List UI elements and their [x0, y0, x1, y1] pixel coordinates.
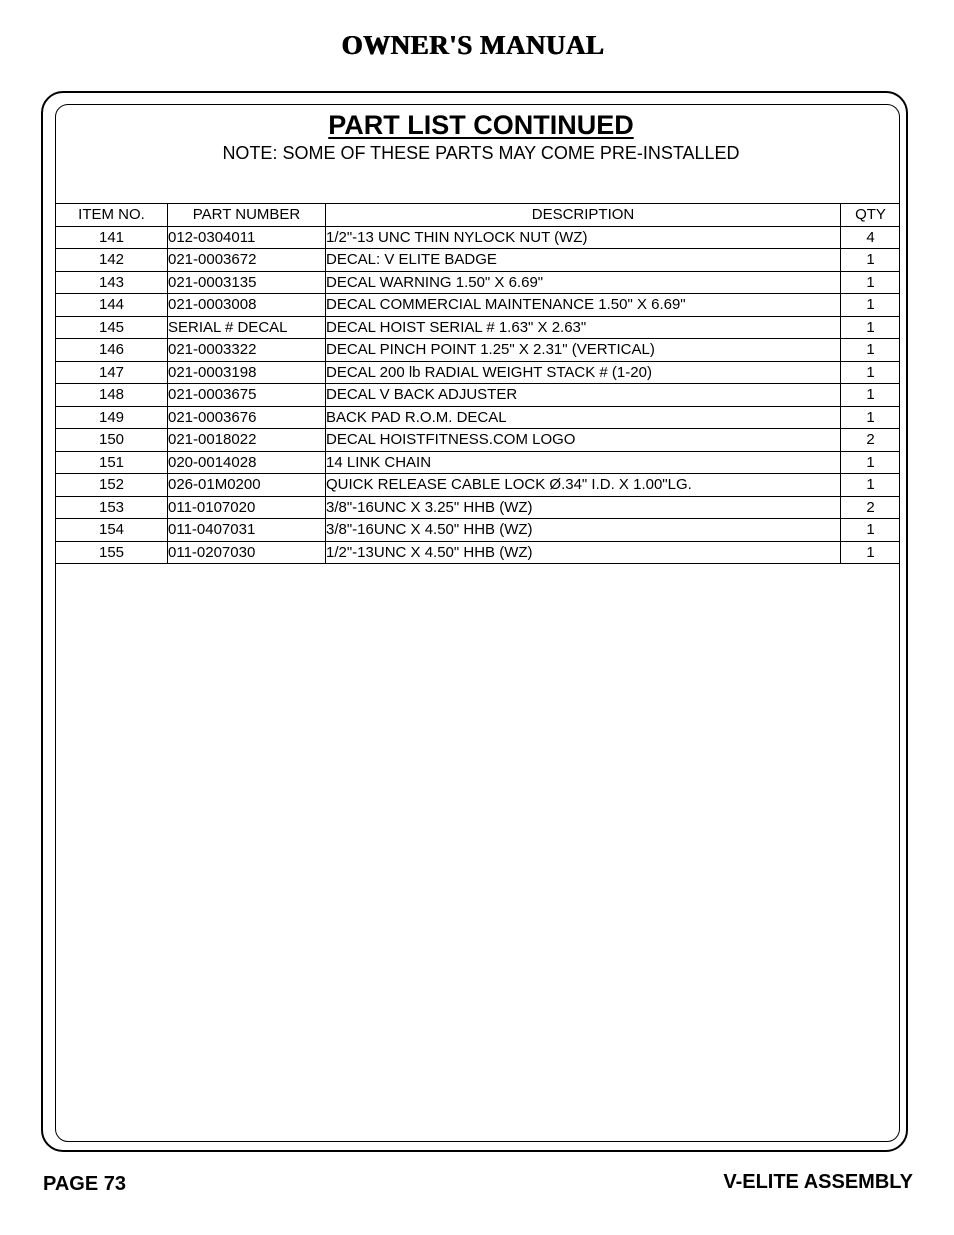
qty-cell: 1 — [841, 519, 901, 542]
description-cell: DECAL 200 lb RADIAL WEIGHT STACK # (1-20) — [326, 361, 841, 384]
table-row — [56, 519, 900, 542]
qty-cell: 1 — [841, 339, 901, 362]
item-no-cell: 155 — [56, 541, 168, 564]
qty-cell: 1 — [841, 384, 901, 407]
item-no-cell: 154 — [56, 519, 168, 542]
part-number-cell: 026-01M0200 — [168, 474, 326, 497]
item-no-cell: 146 — [56, 339, 168, 362]
item-no-cell: 152 — [56, 474, 168, 497]
part-number-cell: 011-0407031 — [168, 519, 326, 542]
qty-cell: 1 — [841, 249, 901, 272]
part-number-cell: 021-0003135 — [168, 271, 326, 294]
table-row — [56, 226, 900, 249]
column-header-item-no: ITEM NO. — [56, 204, 168, 227]
description-cell: 3/8"-16UNC X 3.25" HHB (WZ) — [326, 496, 841, 519]
part-list-note: NOTE: SOME OF THESE PARTS MAY COME PRE-INSTALLED — [222, 143, 740, 163]
table-row — [56, 271, 900, 294]
item-no-cell: 143 — [56, 271, 168, 294]
column-header-description: DESCRIPTION — [326, 204, 841, 227]
item-no-cell: 149 — [56, 406, 168, 429]
part-number-cell: 021-0003198 — [168, 361, 326, 384]
qty-cell: 1 — [841, 271, 901, 294]
item-no-cell: 150 — [56, 429, 168, 452]
description-cell: BACK PAD R.O.M. DECAL — [326, 406, 841, 429]
part-list-title: PART LIST CONTINUED — [328, 110, 634, 140]
part-number-cell: 021-0003675 — [168, 384, 326, 407]
item-no-cell: 142 — [56, 249, 168, 272]
manual-title: OWNER'S MANUAL — [341, 30, 605, 60]
description-cell: QUICK RELEASE CABLE LOCK Ø.34" I.D. X 1.00"LG. — [326, 474, 841, 497]
item-no-cell: 148 — [56, 384, 168, 407]
table-row — [56, 451, 900, 474]
part-number-cell: SERIAL # DECAL — [168, 316, 326, 339]
qty-cell: 2 — [841, 496, 901, 519]
part-number-cell: 021-0003676 — [168, 406, 326, 429]
part-number-cell: 021-0018022 — [168, 429, 326, 452]
table-row — [56, 384, 900, 407]
item-no-cell: 144 — [56, 294, 168, 317]
table-row — [56, 316, 900, 339]
column-header-part-number: PART NUMBER — [168, 204, 326, 227]
item-no-cell: 153 — [56, 496, 168, 519]
table-row — [56, 496, 900, 519]
table-row — [56, 541, 900, 564]
description-cell: DECAL HOIST SERIAL # 1.63" X 2.63" — [326, 316, 841, 339]
column-header-qty: QTY — [841, 204, 901, 227]
description-cell: 1/2"-13UNC X 4.50" HHB (WZ) — [326, 541, 841, 564]
description-cell: DECAL HOISTFITNESS.COM LOGO — [326, 429, 841, 452]
part-number-cell: 012-0304011 — [168, 226, 326, 249]
table-row — [56, 406, 900, 429]
qty-cell: 1 — [841, 541, 901, 564]
item-no-cell: 145 — [56, 316, 168, 339]
qty-cell: 1 — [841, 316, 901, 339]
description-cell: 3/8"-16UNC X 4.50" HHB (WZ) — [326, 519, 841, 542]
qty-cell: 1 — [841, 451, 901, 474]
description-cell: DECAL V BACK ADJUSTER — [326, 384, 841, 407]
item-no-cell: 151 — [56, 451, 168, 474]
table-row — [56, 429, 900, 452]
parts-table — [56, 203, 900, 564]
item-no-cell: 147 — [56, 361, 168, 384]
qty-cell: 1 — [841, 474, 901, 497]
description-cell: DECAL WARNING 1.50" X 6.69" — [326, 271, 841, 294]
part-number-cell: 021-0003322 — [168, 339, 326, 362]
page-number: PAGE 73 — [43, 1173, 126, 1195]
description-cell: DECAL COMMERCIAL MAINTENANCE 1.50" X 6.69" — [326, 294, 841, 317]
part-number-cell: 021-0003008 — [168, 294, 326, 317]
qty-cell: 1 — [841, 406, 901, 429]
footer-section-title: V-ELITE ASSEMBLY — [723, 1171, 913, 1193]
description-cell: DECAL PINCH POINT 1.25" X 2.31" (VERTICAL) — [326, 339, 841, 362]
table-row — [56, 339, 900, 362]
qty-cell: 1 — [841, 294, 901, 317]
table-row — [56, 361, 900, 384]
table-header-row — [56, 204, 900, 227]
table-row — [56, 474, 900, 497]
parts-table-body — [56, 226, 900, 564]
item-no-cell: 141 — [56, 226, 168, 249]
part-number-cell: 020-0014028 — [168, 451, 326, 474]
part-number-cell: 011-0107020 — [168, 496, 326, 519]
qty-cell: 2 — [841, 429, 901, 452]
description-cell: 1/2"-13 UNC THIN NYLOCK NUT (WZ) — [326, 226, 841, 249]
qty-cell: 4 — [841, 226, 901, 249]
description-cell: 14 LINK CHAIN — [326, 451, 841, 474]
part-number-cell: 021-0003672 — [168, 249, 326, 272]
part-number-cell: 011-0207030 — [168, 541, 326, 564]
table-row — [56, 249, 900, 272]
qty-cell: 1 — [841, 361, 901, 384]
table-row — [56, 294, 900, 317]
description-cell: DECAL: V ELITE BADGE — [326, 249, 841, 272]
